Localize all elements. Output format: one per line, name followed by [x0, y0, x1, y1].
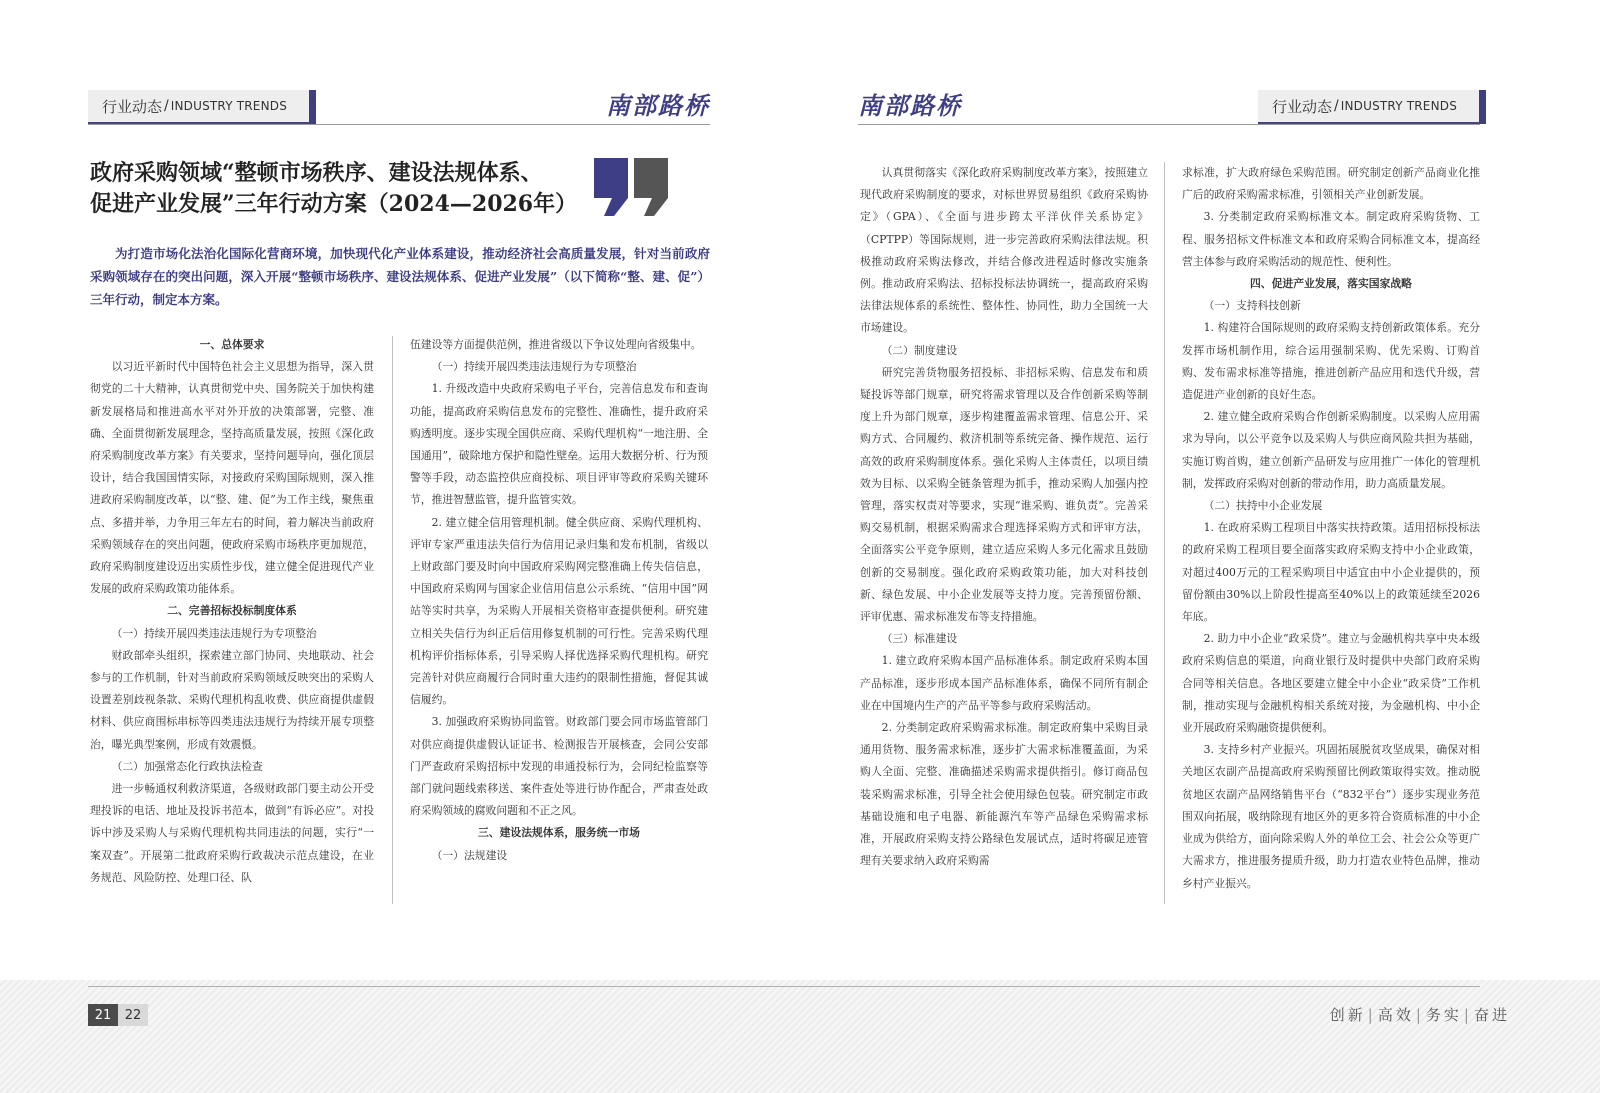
section-label-cn: 行业动态: [1272, 97, 1333, 116]
paragraph: 2. 建立健全信用管理机制。健全供应商、采购代理机构、评审专家严重违法失信行为信用记录归集和发布机制，省级以上财政部门要及时向中国政府采购网完整准确上传失信信息，中国政府采购网与国家企业信用信息公示系统、“信用中国”网站等实时共享，为采购人开展相关资格审查提供便利。研究建立相关失信行为纠正后信用修复机制的可行性。完善采购代理机构评价指标体系，引导采购人择优选择采购代理机构。研究完善针对供应商履行合同时重大违约的限制性措施，督促其诚信履约。: [410, 515, 708, 707]
section-heading: 一、总体要求: [199, 338, 265, 351]
footer-rule: [88, 986, 1480, 987]
paragraph: 1. 升级改造中央政府采购电子平台，完善信息发布和查询功能，提高政府采购信息发布的完整性、准确性，提升政府采购透明度。逐步实现全国供应商、采购代理机构“一地注册、全国通用”，破除地方保护和隐性壁垒。运用大数据分析、行为预警等手段，动态监控供应商投标、项目评审等政府采购关键环节，推进智慧监管，提升监管实效。: [410, 382, 708, 507]
text-column-1: [90, 334, 374, 889]
motto-word-2: 高效: [1377, 1006, 1414, 1024]
subsection-heading: （一）支持科技创新: [1203, 299, 1301, 313]
section-tab-accent: [1479, 90, 1486, 124]
article-intro: 为打造市场化法治化国际化营商环境，加快现代化产业体系建设，推动经济社会高质量发展，针对当前政府采购领域存在的突出问题，深入开展“整顿市场秩序、建设法规体系、促进产业发展”（以下简称“整、建、促”）三年行动，制定本方案。: [90, 246, 710, 307]
brand-logo-right: 南部路桥: [858, 91, 962, 120]
motto-word-3: 务实: [1425, 1006, 1462, 1024]
column-divider-right: [1164, 162, 1165, 904]
footer-band: [0, 980, 1600, 1093]
section-label-cn: 行业动态: [102, 97, 163, 116]
paragraph: 2. 建立健全政府采购合作创新采购制度。以采购人应用需求为导向，以公平竞争以及采购人与供应商风险共担为基础，实施订购首购，建立创新产品研发与应用推广一体化的管理机制，发挥政府采购对创新的带动作用，助力高质量发展。: [1182, 410, 1480, 490]
motto-word-4: 奋进: [1473, 1006, 1510, 1024]
paragraph-continued: 求标准，扩大政府绿色采购范围。研究制定创新产品商业化推广后的政府采购需求标准，引领相关产业创新发展。: [1182, 166, 1480, 202]
paragraph: 3. 加强政府采购协同监管。财政部门要会同市场监管部门对供应商提供虚假认证证书、检测报告开展核查，会同公安部门严查政府采购招标中发现的串通投标行为，会同纪检监察等部门就问题线索移送、案件查处等进行协作配合，严肃查处政府采购领域的腐败问题和不正之风。: [410, 715, 708, 818]
subsection-heading: （二）加强常态化行政执法检查: [111, 759, 263, 773]
subsection-heading: （一）持续开展四类违法违规行为专项整治: [431, 360, 637, 374]
brand-logo-left: 南部路桥: [606, 91, 710, 120]
subsection-heading: （二）扶持中小企业发展: [1203, 499, 1323, 513]
footer-motto: 创新 | 高效 | 务实 | 奋进: [1329, 1006, 1510, 1024]
paragraph: 2. 助力中小企业“政采贷”。建立与金融机构共享中央本级政府采购信息的渠道，向商业银行及时提供中央部门政府采购合同等相关信息。各地区要建立健全中小企业“政采贷”工作机制，推动实现与金融机构相关系统对接，为金融机构、中小企业开展政府采购融资提供便利。: [1182, 632, 1480, 735]
right-page: [800, 0, 1600, 1093]
section-label-en: INDUSTRY TRENDS: [170, 99, 288, 113]
paragraph: 1. 建立政府采购本国产品标准体系。制定政府采购本国产品标准，逐步形成本国产品标准体系，确保不同所有制企业在中国境内生产的产品平等参与政府采购活动。: [860, 654, 1148, 712]
section-separator: /: [164, 98, 169, 114]
section-tab-accent: [309, 90, 316, 124]
subsection-heading: （一）持续开展四类违法违规行为专项整治: [111, 626, 317, 640]
column-divider-left: [392, 336, 393, 904]
subsection-heading: （三）标准建设: [881, 632, 958, 646]
title-line-2: 促进产业发展”三年行动方案（2024—2026年）: [90, 191, 578, 217]
page-number-right: 22: [118, 1004, 148, 1026]
text-column-4: [1182, 162, 1480, 895]
quote-mark-icon: [592, 158, 672, 218]
paragraph: 认真贯彻落实《深化政府采购制度改革方案》，按照建立现代政府采购制度的要求，对标世界贸易组织《政府采购协定》（GPA）、《全面与进步跨太平洋伙伴关系协定》（CPTPP）等国际规则，进一步完善政府采购法律法规。积极推动政府采购法修改，并结合修改进程适时修改实施条例。推动政府采购法、招标投标法协调统一，提高政府采购法律法规体系的系统性、整体性、协同性，助力全国统一大市场建设。: [860, 166, 1148, 335]
paragraph: 以习近平新时代中国特色社会主义思想为指导，深入贯彻党的二十大精神，认真贯彻党中央、国务院关于加快构建新发展格局和推进高水平对外开放的决策部署，完整、准确、全面贯彻新发展理念，坚持高质量发展，按照《深化政府采购制度改革方案》有关要求，坚持问题导向，强化顶层设计，结合我国国情实际，对接政府采购国际规则，深入推进政府采购制度改革，以“整、建、促”为工作主线，聚焦重点、多措并举，力争用三年左右的时间，着力解决当前政府采购领域存在的突出问题，使政府采购市场秩序更加规范，政府采购制度建设迈出实质性步伐，建立健全促进现代产业发展的政府采购政策功能体系。: [90, 360, 374, 596]
motto-word-1: 创新: [1329, 1006, 1366, 1024]
section-tab-left: [88, 90, 310, 124]
subsection-heading: （二）制度建设: [881, 343, 958, 357]
section-heading: 四、促进产业发展，落实国家战略: [1250, 277, 1412, 291]
paragraph: 1. 在政府采购工程项目中落实扶持政策。适用招标投标法的政府采购工程项目要全面落实政府采购支持中小企业政策，对超过400万元的工程采购项目中适宜由中小企业提供的，预留份额由30%以上阶段性提高至40%以上的政策延续至2026年底。: [1182, 521, 1480, 624]
paragraph-continued: 伍建设等方面提供范例，推进省级以下争议处理向省级集中。: [410, 338, 702, 351]
paragraph: 1. 构建符合国际规则的政府采购支持创新政策体系。充分发挥市场机制作用，综合运用强制采购、优先采购、订购首购、发布需求标准等措施，推进创新产品应用和迭代升级，营造促进产业创新的良好生态。: [1182, 321, 1480, 402]
article-title: [90, 158, 590, 220]
text-column-2: [410, 334, 708, 867]
page-number-left: 21: [88, 1004, 118, 1026]
paragraph: 3. 支持乡村产业振兴。巩固拓展脱贫攻坚成果，确保对相关地区农副产品提高政府采购预留比例政策取得实效。推动脱贫地区农副产品网络销售平台（“832平台”）逐步实现业务范围双向拓展，吸纳除现有地区外的更多符合资质标准的中小企业成为供给方，面向除采购人外的单位工会、社会公众等更广大需求方，推进服务提质升级，助力打造农业特色品牌，推动乡村产业振兴。: [1182, 743, 1480, 890]
title-line-1: 政府采购领域“整顿市场秩序、建设法规体系、: [90, 160, 543, 186]
paragraph: 研究完善货物服务招投标、非招标采购、信息发布和质疑投诉等部门规章，研究将需求管理以及合作创新采购等制度上升为部门规章，逐步构建覆盖需求管理、信息公开、采购方式、合同履约、救济机制等系统完备、操作规范、运行高效的政府采购制度体系。强化采购人主体责任，以项目绩效为目标、以采购全链条管理为抓手，推动采购人加强内控管理，落实权责对等要求，实现“谁采购、谁负责”。完善采购交易机制，根据采购需求合理选择采购方式和评审方法，全面落实公平竞争原则，建立适应采购人多元化需求且鼓励创新的交易制度。强化政府采购政策功能，加大对科技创新、绿色发展、中小企业发展等支持力度。完善预留份额、评审优惠、需求标准发布等支持措施。: [860, 365, 1148, 624]
paragraph: 财政部牵头组织，探索建立部门协同、央地联动、社会参与的工作机制，针对当前政府采购领域反映突出的采购人设置差别歧视条款、采购代理机构乱收费、供应商提供虚假材料、供应商围标串标等四类违法违规行为持续开展专项整治，曝光典型案例，形成有效震慑。: [90, 648, 374, 751]
paragraph: 3. 分类制定政府采购标准文本。制定政府采购货物、工程、服务招标文件标准文本和政府采购合同标准文本，提高经营主体参与政府采购活动的规范性、便利性。: [1182, 210, 1480, 268]
header-rule-left: [88, 124, 710, 125]
section-heading: 二、完善招标投标制度体系: [167, 604, 297, 618]
section-tab-right: [1258, 90, 1480, 124]
header-rule-right: [858, 124, 1480, 125]
section-heading: 三、建设法规体系，服务统一市场: [478, 826, 640, 840]
section-label-en: INDUSTRY TRENDS: [1340, 99, 1458, 113]
section-separator: /: [1334, 98, 1339, 114]
subsection-heading: （一）法规建设: [431, 848, 508, 862]
paragraph: 进一步畅通权利救济渠道，各级财政部门要主动公开受理投诉的电话、地址及投诉书范本，做到“有诉必应”。对投诉中涉及采购人与采购代理机构共同违法的问题，实行“一案双查”。开展第二批政府采购行政裁决示范点建设，在业务规范、风险防控、处理口径、队: [90, 782, 374, 884]
paragraph: 2. 分类制定政府采购需求标准。制定政府集中采购目录通用货物、服务需求标准，逐步扩大需求标准覆盖面，为采购人全面、完整、准确描述采购需求提供指引。修订商品包装采购需求标准，引导全社会使用绿色包装。研究制定市政基础设施和电子电器、新能源汽车等产品绿色采购需求标准，开展政府采购支持公路绿色发展试点，适时将碳足迹管理有关要求纳入政府采购需: [860, 721, 1148, 868]
text-column-3: [860, 162, 1148, 873]
